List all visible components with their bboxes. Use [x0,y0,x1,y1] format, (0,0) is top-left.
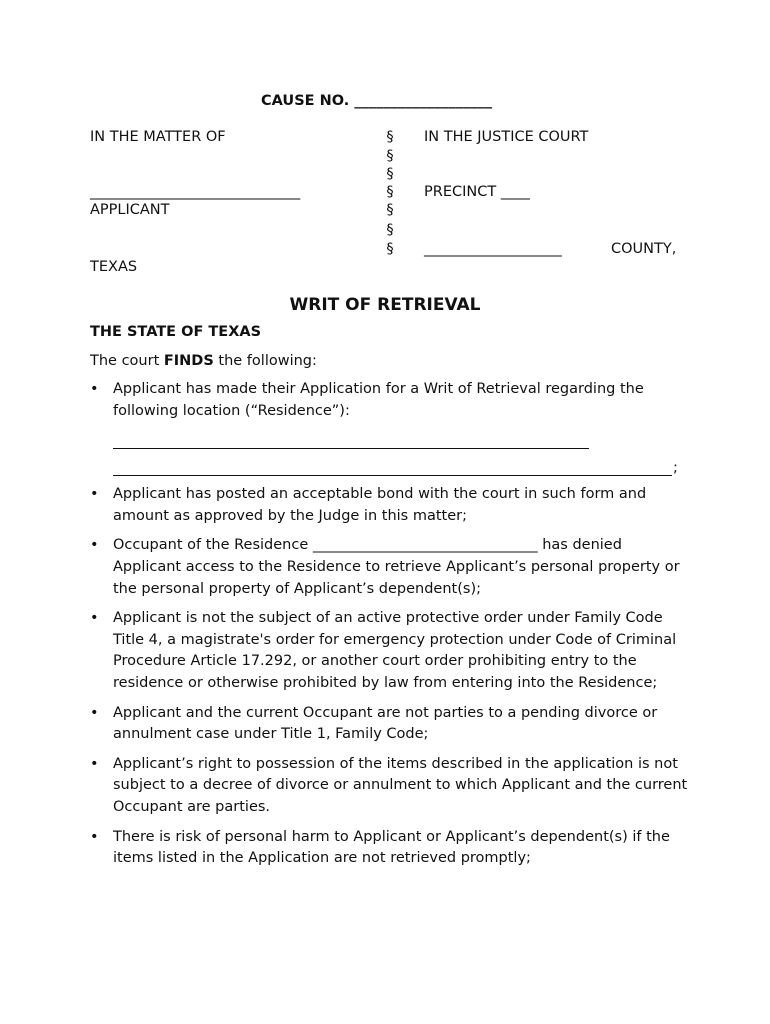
finds-suffix: the following: [213,353,317,369]
section-mark: § [386,222,394,238]
finds-prefix: The court [90,353,164,369]
finding-text: Occupant of the Residence _______________________________ has denied Applicant access to the Residence to retrieve Applicant’s personal property or the personal property of Applicant’s dependent(s); [113,537,680,597]
bullet-icon: • [90,704,99,721]
county-label: COUNTY, [611,241,677,257]
cause-number [261,93,492,109]
matter-label: IN THE MATTER OF [90,129,226,145]
list-item [90,754,690,819]
document-title: WRIT OF RETRIEVAL [289,295,481,315]
section-mark: § [386,202,394,218]
finding-text: Applicant and the current Occupant are not parties to a pending divorce or annulment case under Title 1, Family Code; [113,704,658,743]
list-item [90,484,690,527]
residence-line-end: ; [673,460,678,477]
bullet-icon: • [90,610,99,627]
residence-blank-line [113,436,589,449]
texas-label: TEXAS [90,259,138,275]
section-mark: § [386,129,394,145]
applicant-label: APPLICANT [90,202,170,218]
section-mark: § [386,166,394,182]
list-item [90,608,690,694]
bullet-icon: • [90,828,99,845]
county-blank: ___________________ [424,241,562,257]
section-mark: § [386,184,394,200]
state-heading: THE STATE OF TEXAS [90,324,262,340]
finding-text: There is risk of personal harm to Applicant or Applicant’s dependent(s) if the items listed in the Application are not retrieved promptly; [113,828,670,867]
list-item [90,379,690,476]
precinct-label: PRECINCT ____ [424,184,530,200]
bullet-icon: • [90,755,99,772]
section-mark: § [386,241,394,257]
cause-label: CAUSE NO. [261,93,350,109]
finding-text: Applicant’s right to possession of the items described in the application is not subject to a decree of divorce or annulment to which Applicant and the current Occupant are parties. [113,755,688,815]
residence-blank-line [113,463,672,476]
finding-text: Applicant has made their Application for a Writ of Retrieval regarding the following location (“Residence”): [113,381,644,419]
finding-text: Applicant is not the subject of an active protective order under Family Code Title 4, a magistrate's order for emergency protection under Code of Criminal Procedure Article 17.292, or another court order prohibiting entry to the residence or otherwise prohibited by law from entering into the Residence; [113,610,677,691]
bullet-icon: • [90,537,99,554]
list-item [90,827,690,870]
cause-blank: ___________________ [354,93,493,109]
section-mark: § [386,148,394,164]
finding-text: Applicant has posted an acceptable bond with the court in such form and amount as approved by the Judge in this matter; [113,486,647,524]
findings-list [90,379,690,878]
list-item [90,535,690,600]
finds-bold: FINDS [163,353,214,369]
list-item [90,703,690,746]
bullet-icon: • [90,381,99,397]
applicant-blank: _____________________________ [90,184,301,200]
bullet-icon: • [90,486,99,503]
justice-court-label: IN THE JUSTICE COURT [424,129,589,145]
finds-intro [90,353,317,369]
